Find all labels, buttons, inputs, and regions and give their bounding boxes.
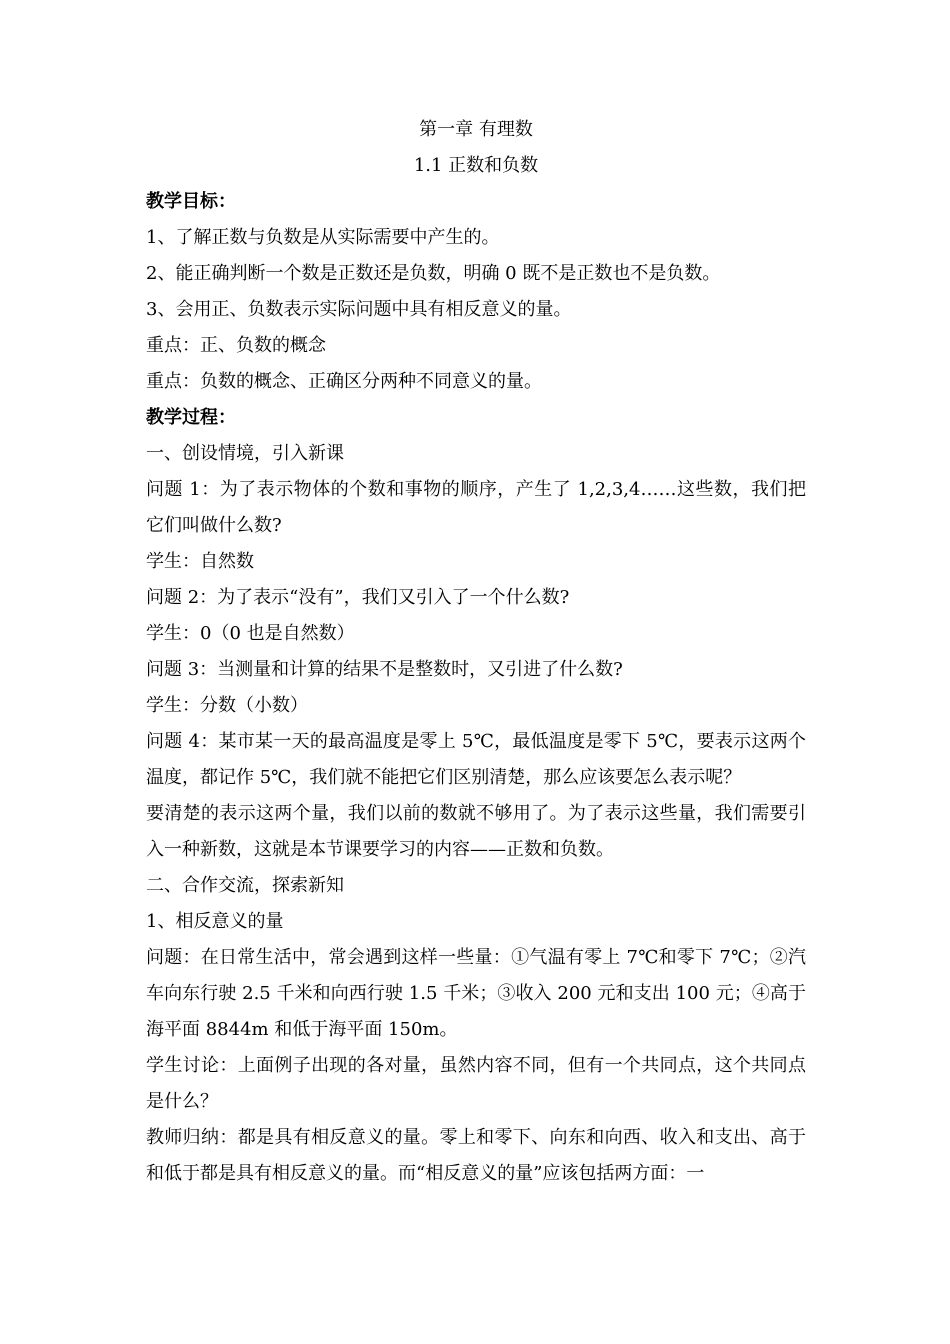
section-title: 1.1 正数和负数	[413, 155, 539, 176]
part2-subheading: 1、相反意义的量	[146, 911, 284, 932]
part2-heading: 二、合作交流，探索新知	[146, 875, 344, 896]
problem-paragraph: 问题：在日常生活中，常会遇到这样一些量：①气温有零上 7℃和零下 7℃；②汽车向东行驶 2.5 千米和向西行驶 1.5 千米；③收入 200 元和支出 100 元；④高于海平面 8844m 和低于海平面 150m。	[146, 947, 806, 1040]
part1-heading: 一、创设情境，引入新课	[146, 443, 344, 464]
goal-item: 3、会用正、负数表示实际问题中具有相反意义的量。	[146, 299, 572, 320]
goal-item: 1、了解正数与负数是从实际需要中产生的。	[146, 227, 500, 248]
teaching-goals-heading: 教学目标：	[146, 191, 236, 212]
key-point: 重点：正、负数的概念	[146, 335, 326, 356]
question-2: 问题 2：为了表示“没有”，我们又引入了一个什么数?	[146, 587, 570, 608]
question-4: 问题 4：某市某一天的最高温度是零上 5℃，最低温度是零下 5℃，要表示这两个温度，都记作 5℃，我们就不能把它们区别清楚，那么应该要怎么表示呢？	[146, 731, 806, 788]
goal-item: 2、能正确判断一个数是正数还是负数，明确 0 既不是正数也不是负数。	[146, 263, 721, 284]
question-1: 问题 1：为了表示物体的个数和事物的顺序，产生了 1,2,3,4……这些数，我们把它们叫做什么数?	[146, 479, 806, 536]
summary-paragraph: 教师归纳：都是具有相反意义的量。零上和零下、向东和向西、收入和支出、高于和低于都是具有相反意义的量。而“相反意义的量”应该包括两方面：一	[146, 1127, 806, 1184]
chapter-title: 第一章 有理数	[419, 119, 533, 140]
difficult-point: 重点：负数的概念、正确区分两种不同意义的量。	[146, 371, 542, 392]
answer-1: 学生：自然数	[146, 551, 254, 572]
answer-2: 学生：0（0 也是自然数）	[146, 623, 355, 644]
question-3: 问题 3：当测量和计算的结果不是整数时，又引进了什么数?	[146, 659, 623, 680]
intro-paragraph: 要清楚的表示这两个量，我们以前的数就不够用了。为了表示这些量，我们需要引入一种新数，这就是本节课要学习的内容——正数和负数。	[146, 803, 806, 860]
discussion-paragraph: 学生讨论：上面例子出现的各对量，虽然内容不同，但有一个共同点，这个共同点是什么？	[146, 1055, 806, 1112]
process-heading: 教学过程：	[146, 407, 236, 428]
answer-3: 学生：分数（小数）	[146, 695, 308, 716]
document-page	[146, 112, 806, 1192]
